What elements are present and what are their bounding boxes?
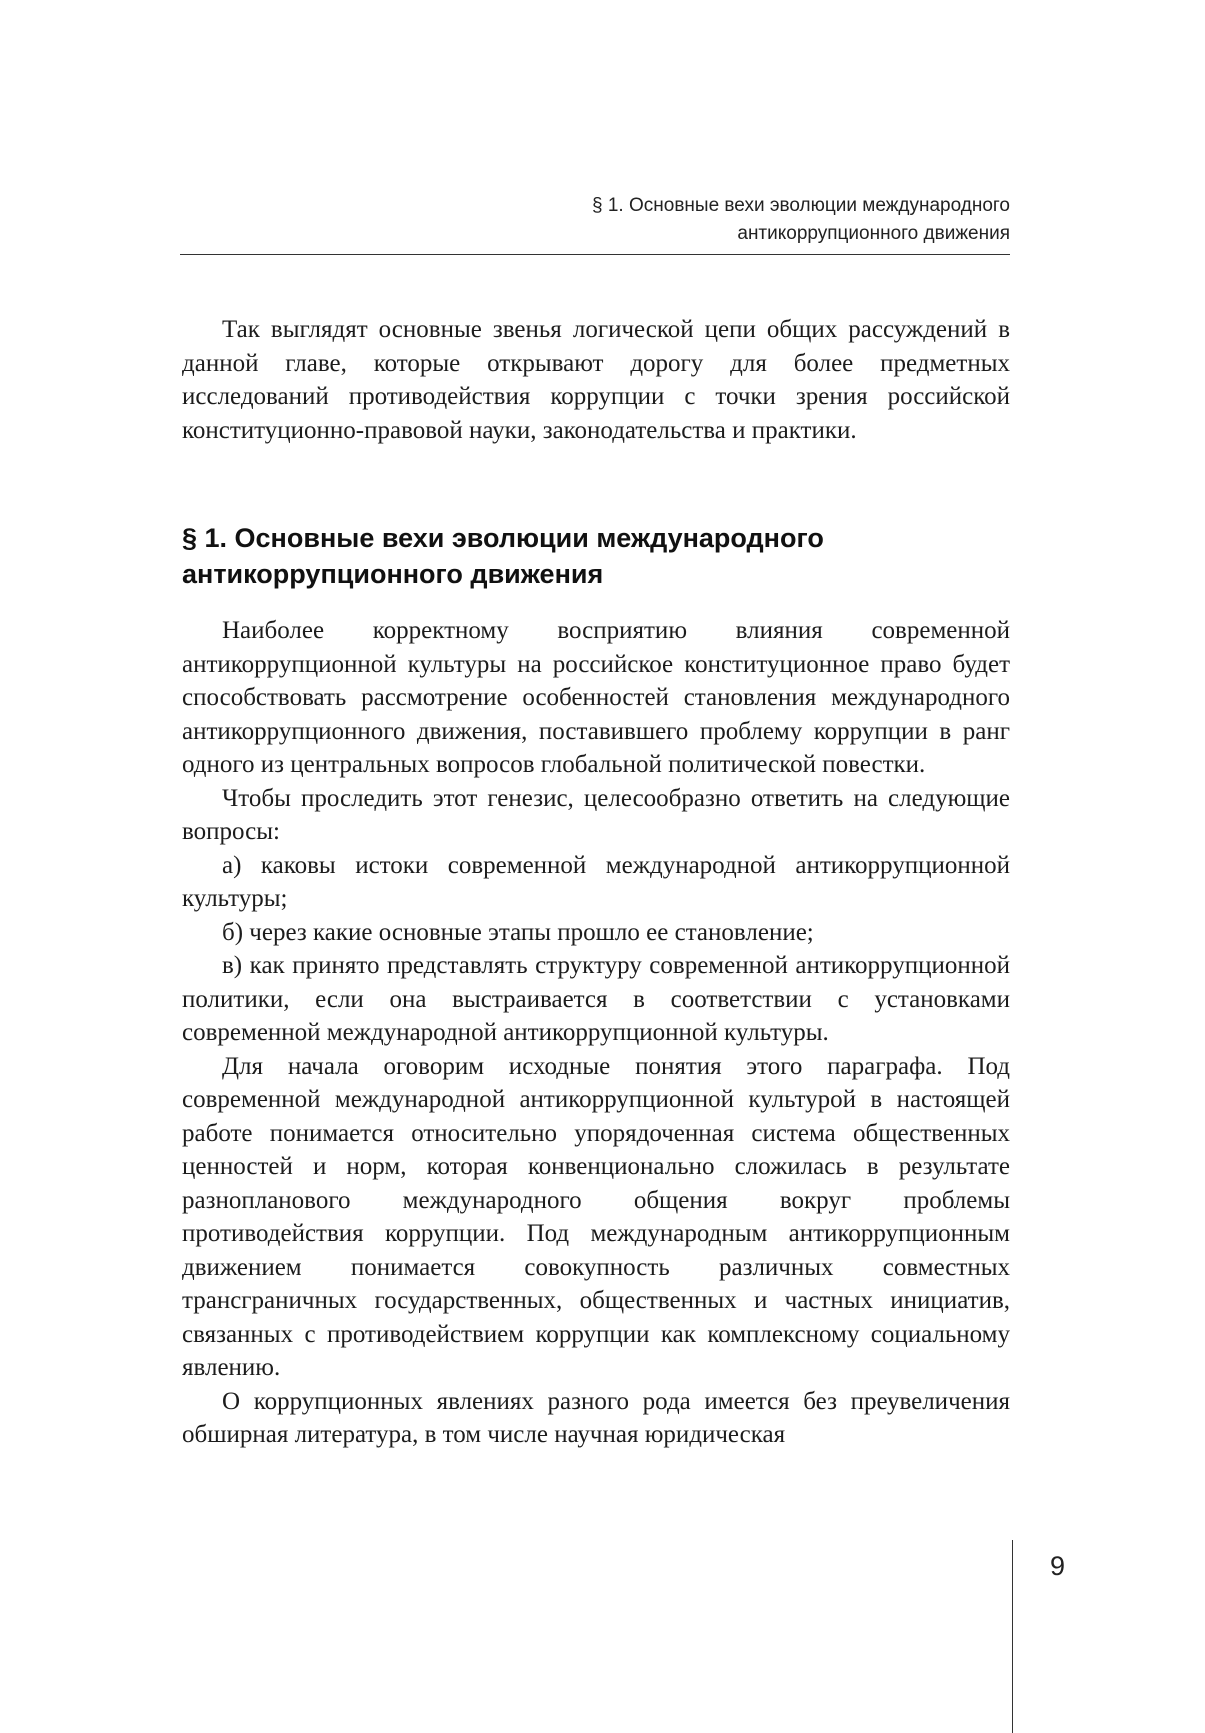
- running-head-line-2: антикоррупционного движения: [737, 223, 1010, 244]
- running-head-line-1: § 1. Основные вехи эволюции международного: [592, 195, 1010, 216]
- main-text: [182, 614, 1010, 1452]
- paragraph-2: Чтобы проследить этот генезис, целесообразно ответить на следующие вопросы:: [182, 784, 1010, 845]
- intro-block: [182, 313, 1010, 447]
- paragraph-definitions: Для начала оговорим исходные понятия этого параграфа. Под современной международной антикоррупционной культурой в настоящей работе понимается относительно упорядоченная система общественных ценностей и норм, которая конвенционально сложилась в результате разнопланового международного общения вокруг проблемы противодействия коррупции. Под международным антикоррупционным движением понимается совокупность различных совместных трансграничных государственных, общественных и частных инициатив, связанных с противодействием коррупции как комплексному социальному явлению.: [182, 1052, 1010, 1381]
- page-number-rule: [1012, 1540, 1013, 1733]
- section-heading: [182, 520, 1010, 592]
- list-item-a: а) каковы истоки современной международной антикоррупционной культуры;: [182, 851, 1010, 912]
- list-item-c: в) как принято представлять структуру современной антикоррупционной политики, если она выстраивается в соответствии с установками современной международной антикоррупционной культуры.: [182, 952, 1010, 1046]
- section-heading-line-1: § 1. Основные вехи эволюции международного: [182, 523, 824, 553]
- header-rule: [180, 254, 1010, 255]
- section-heading-line-2: антикоррупционного движения: [182, 559, 604, 589]
- list-item-b: б) через какие основные этапы прошло ее становление;: [222, 918, 814, 946]
- running-head: [180, 192, 1010, 248]
- paragraph-last: О коррупционных явлениях разного рода имеется без преувеличения обширная литература, в том числе научная юридическая: [182, 1387, 1010, 1448]
- intro-paragraph: Так выглядят основные звенья логической цепи общих рассуждений в данной главе, которые открывают дорогу для более предметных исследований противодействия коррупции с точки зрения российской конституционно-правовой науки, законодательства и практики.: [182, 316, 1010, 444]
- page-number: 9: [1050, 1551, 1066, 1581]
- paragraph-1: Наиболее корректному восприятию влияния современной антикоррупционной культуры на российское конституционное право будет способствовать рассмотрение особенностей становления международного антикоррупционного движения, поставившего проблему коррупции в ранг одного из центральных вопросов глобальной политической повестки.: [182, 617, 1010, 778]
